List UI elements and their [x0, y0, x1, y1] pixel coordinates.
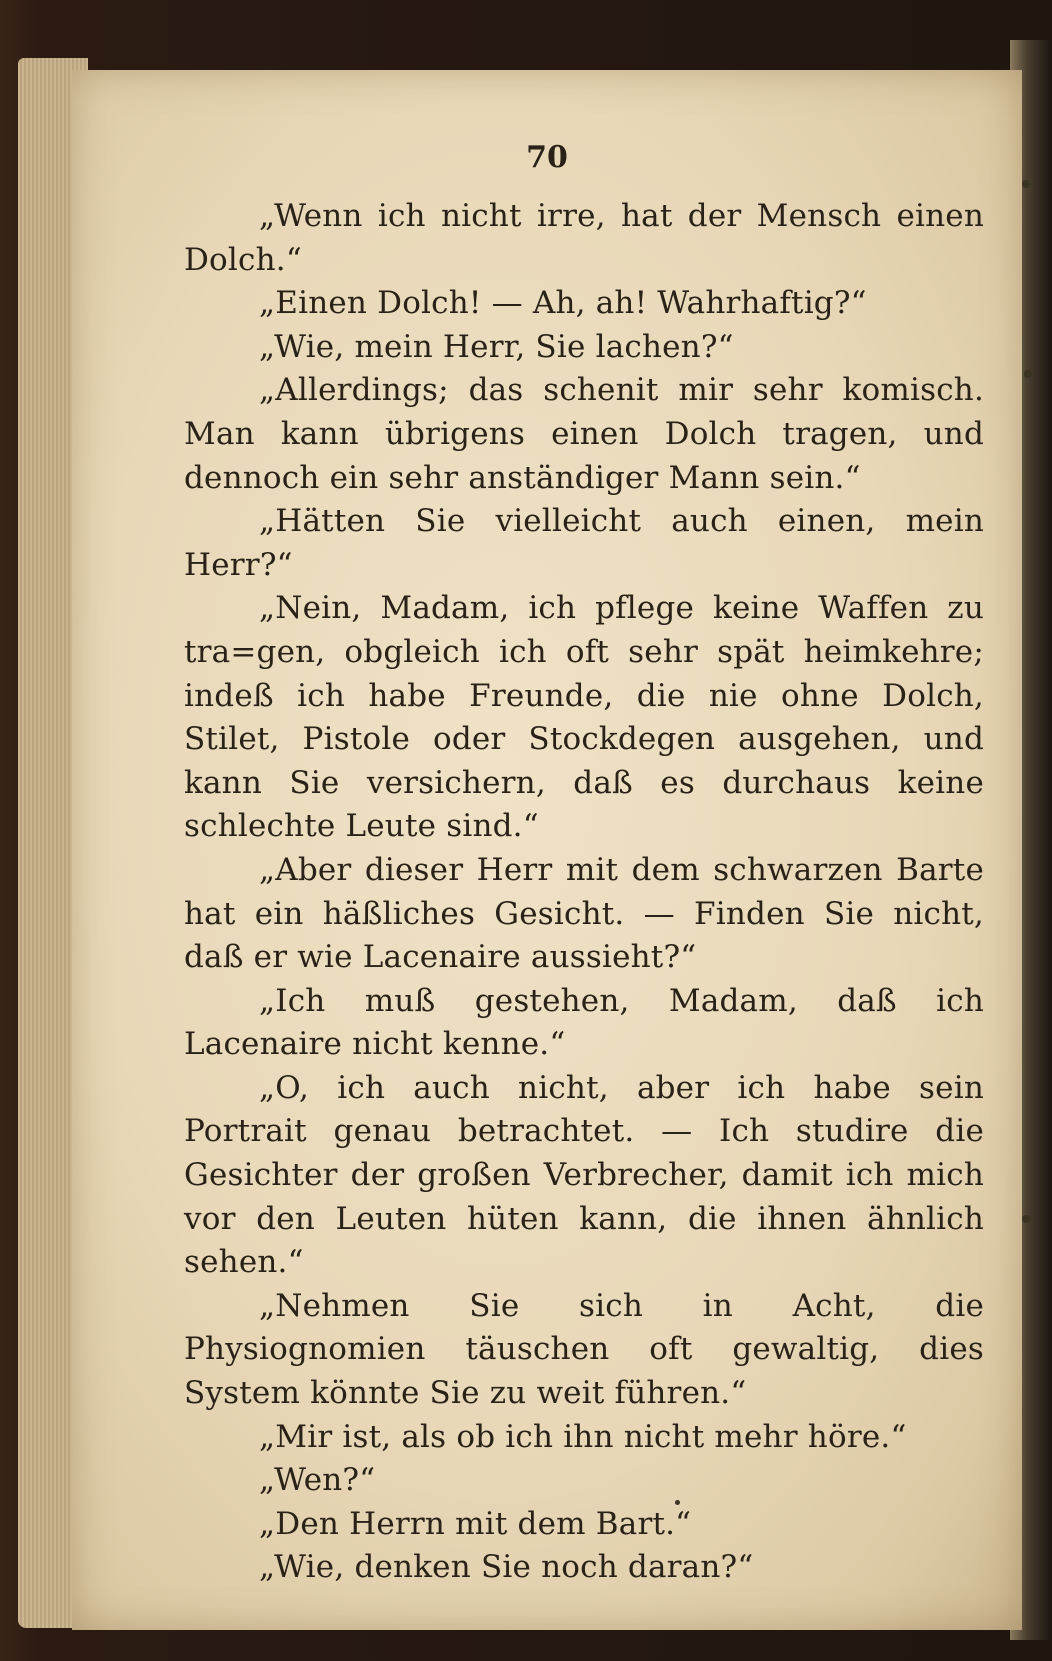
paragraph: „Ich muß gestehen, Madam, daß ich Lacenaire nicht kenne.“ [184, 982, 984, 1063]
paragraph: „Aber dieser Herr mit dem schwarzen Barte hat ein häßliches Gesicht. — Finden Sie nicht, daß er wie Lacenaire aussieht?“ [184, 851, 984, 976]
margin-mark [1022, 1215, 1030, 1223]
paragraph: „Einen Dolch! — Ah, ah! Wahrhaftig?“ [259, 285, 867, 322]
paragraph: „Nehmen Sie sich in Acht, die Physiognomien täuschen oft gewaltig, dies System könnte Sie zu weit führen.“ [184, 1287, 984, 1412]
paragraph: „Wie, denken Sie noch daran?“ [259, 1549, 754, 1586]
paragraph: „Mir ist, als ob ich ihn nicht mehr höre.“ [259, 1418, 907, 1455]
page-text [184, 195, 984, 1590]
paragraph: „Wie, mein Herr, Sie lachen?“ [259, 328, 734, 365]
paragraph: „Wenn ich nicht irre, hat der Mensch einen Dolch.“ [184, 198, 984, 278]
paragraph: „O, ich auch nicht, aber ich habe sein Portrait genau betrachtet. — Ich studire die Gesichter der großen Verbrecher, damit ich mich vor den Leuten hüten kann, die ihnen ähnlich sehen.“ [184, 1069, 984, 1281]
ink-speck [675, 1500, 680, 1505]
paragraph: „Wen?“ [259, 1462, 376, 1499]
paragraph: „Den Herrn mit dem Bart.“ [259, 1505, 692, 1542]
paragraph: „Allerdings; das schenit mir sehr komisch. Man kann übrigens einen Dolch tragen, und dennoch ein sehr anständiger Mann sein.“ [184, 372, 984, 496]
paragraph: „Hätten Sie vielleicht auch einen, mein Herr?“ [184, 503, 984, 583]
book-page [72, 70, 1022, 1630]
margin-mark [1024, 370, 1032, 378]
margin-mark [1022, 180, 1030, 188]
paragraph: „Nein, Madam, ich pflege keine Waffen zu tra=gen, obgleich ich oft sehr spät heimkehre; indeß ich habe Freunde, die nie ohne Dolch, Stilet, Pistole oder Stockdegen ausgehen, und kann Sie versichern, daß es durchaus keine schlechte Leute sind.“ [184, 590, 984, 845]
page-number: 70 [526, 140, 568, 175]
